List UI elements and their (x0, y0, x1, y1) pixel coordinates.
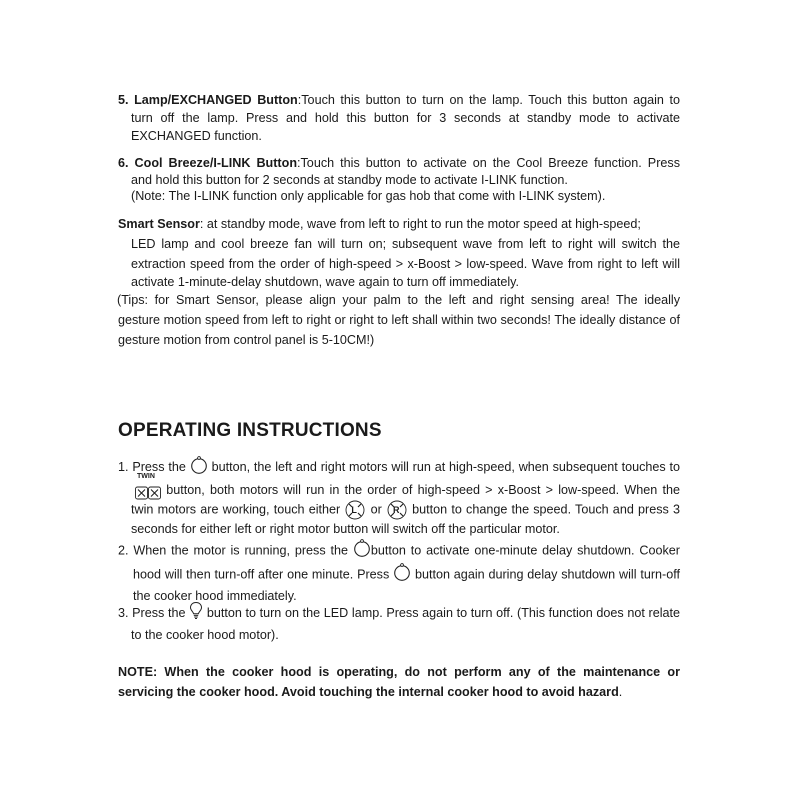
smart-sensor-sep: : (199, 217, 204, 231)
note-end: . (618, 685, 623, 699)
safety-note (118, 662, 680, 702)
smart-sensor-line4: activate 1-minute-delay shutdown, wave again to turn off immediately. (131, 275, 520, 289)
op3-b: button to turn on the LED lamp. Press again to turn off. (This function does not relate (206, 605, 681, 620)
item-5-title: Lamp/EXCHANGED Button (134, 93, 298, 107)
left-fan-icon (344, 500, 366, 520)
item-5 (118, 91, 680, 145)
op1-d: twin motors are working, touch either (131, 502, 341, 516)
item-5-line3: EXCHANGED function. (131, 129, 262, 143)
lamp-bulb-icon (189, 601, 203, 626)
left-fan-letter: L (351, 504, 357, 515)
op2-d: button again during delay shutdown will turn-off (414, 567, 680, 582)
op1-b: button, the left and right motors will run at high-speed, when subsequent touches to (211, 459, 681, 474)
power-icon (353, 539, 371, 563)
op1-or: or (370, 502, 382, 516)
item-6-title: Cool Breeze/I-LINK Button (134, 156, 298, 170)
power-icon (190, 456, 208, 479)
item-6-number: 6. (118, 156, 129, 170)
op1-c: button, both motors will run in the order of high-speed > x-Boost > low-speed. When the (166, 483, 681, 497)
op2-a: 2. When the motor is running, press the (118, 543, 348, 558)
op-step-2 (118, 539, 680, 606)
right-fan-icon (386, 500, 408, 520)
op2-c: hood will then turn-off after one minute. Press (133, 567, 390, 582)
note-line1: NOTE: When the cooker hood is operating, do not perform any of the maintenance or (118, 665, 680, 679)
op2-e: the cooker hood immediately. (133, 589, 297, 603)
item-5-line1: Touch this button to turn on the lamp. Touch this button again to (301, 93, 681, 107)
smart-sensor-tip3: gesture motion from control panel is 5-10CM!) (118, 333, 375, 347)
right-fan-letter: R (392, 504, 400, 515)
item-6-line2: and hold this button for 2 seconds at standby mode to activate I-LINK function. (131, 173, 568, 187)
item-6-sep: : (297, 156, 301, 170)
smart-sensor (118, 214, 680, 350)
smart-sensor-title: Smart Sensor (118, 217, 200, 231)
smart-sensor-line2: LED lamp and cool breeze fan will turn on; subsequent wave from left to right will switch the (131, 237, 680, 251)
item-5-line2: turn off the lamp. Press and hold this button for 3 seconds at standby mode to activate (131, 111, 680, 125)
section-heading: OPERATING INSTRUCTIONS (118, 420, 382, 441)
op3-c: to the cooker hood motor). (131, 628, 279, 642)
op-step-1 (118, 456, 680, 538)
twin-label: TWIN (137, 472, 155, 480)
smart-sensor-tip2: gesture motion speed from left to right or right to left shall within two seconds! The ideally distance of (118, 313, 680, 327)
power-icon (393, 563, 411, 587)
op1-f: seconds for either left or right motor button will switch off the particular motor. (131, 521, 560, 536)
op1-a: 1. Press the (118, 459, 186, 474)
item-6 (118, 154, 680, 204)
smart-sensor-line3: extraction speed from the order of high-speed > x-Boost > low-speed. Wave from right to left will (131, 257, 680, 271)
note-line2: servicing the cooker hood. Avoid touching the internal cooker hood to avoid hazard (118, 685, 619, 699)
item-5-sep: : (297, 93, 302, 107)
item-5-number: 5. (118, 93, 129, 107)
item-6-line3: (Note: The I-LINK function only applicable for gas hob that come with I-LINK system). (131, 189, 606, 203)
smart-sensor-line1: at standby mode, wave from left to right to run the motor speed at high-speed; (203, 217, 641, 231)
item-6-line1: Touch this button to activate on the Cool Breeze function. Press (300, 156, 680, 170)
op1-e: button to change the speed. Touch and press 3 (412, 502, 680, 516)
op2-b: button to activate one-minute delay shutdown. Cooker (370, 543, 680, 558)
op3-a: 3. Press the (118, 605, 186, 620)
twin-fan-icon (135, 472, 161, 500)
op-step-3 (118, 601, 680, 645)
smart-sensor-tip1: (Tips: for Smart Sensor, please align your palm to the left and right sensing area! The ideally (117, 293, 680, 307)
